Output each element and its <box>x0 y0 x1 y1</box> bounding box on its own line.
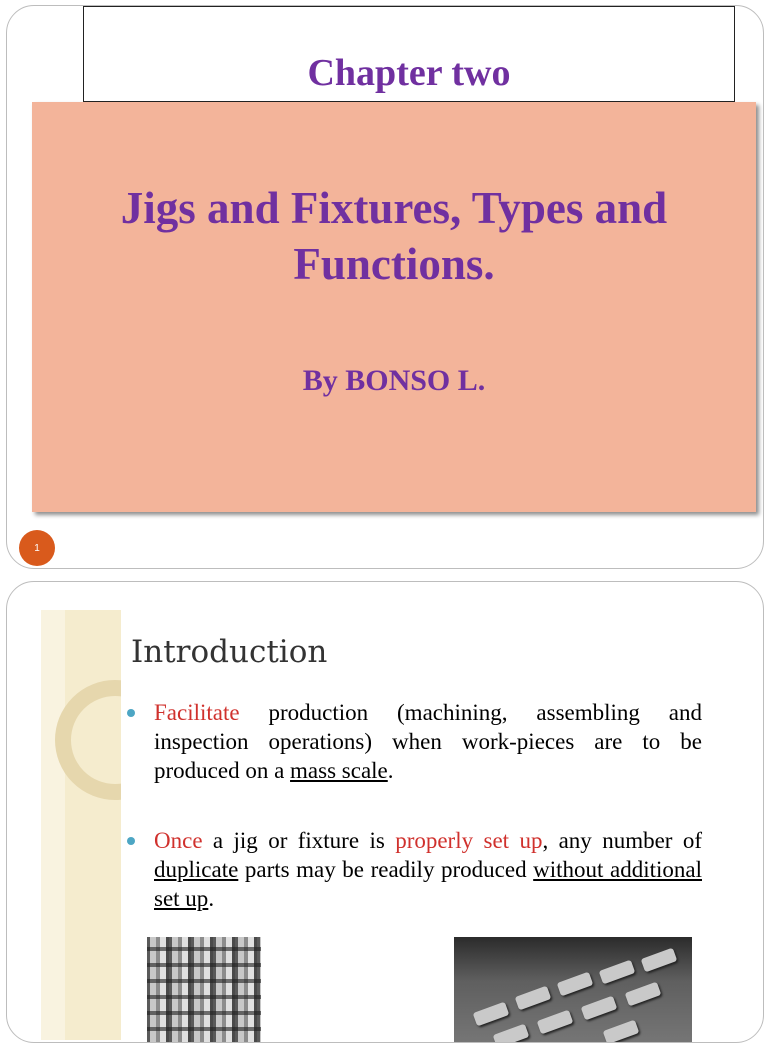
bullet-item <box>127 826 702 913</box>
bullet-item <box>127 698 702 785</box>
metal-part <box>603 1020 640 1043</box>
slide-2 <box>6 581 764 1043</box>
bullet-dot-icon <box>127 709 135 717</box>
metal-part <box>493 1024 530 1043</box>
page-number-badge: 1 <box>19 530 55 566</box>
chapter-title: Chapter two <box>307 52 511 94</box>
strip-highlight <box>41 610 65 1040</box>
highlight-text: properly set up <box>395 828 543 853</box>
body-text: . <box>208 886 215 911</box>
decorative-strip <box>41 610 121 1040</box>
photo-rows <box>147 937 261 1043</box>
main-title-line-1: Jigs and Fixtures, Types and <box>120 183 668 233</box>
underlined-text: duplicate <box>154 857 239 882</box>
author: By BONSO L. <box>302 364 486 397</box>
highlight-text: Once <box>154 828 203 853</box>
metal-part <box>641 948 678 973</box>
main-title-line-2: Functions. <box>293 239 495 289</box>
body-text: . <box>387 758 394 783</box>
metal-part <box>625 982 662 1007</box>
jig-parts-photo <box>147 937 261 1043</box>
metal-part <box>515 986 552 1011</box>
body-text: a jig or fixture is <box>202 828 396 853</box>
body-text: , any number of <box>542 828 703 853</box>
underlined-text: mass scale <box>290 758 388 783</box>
metal-part <box>581 996 618 1021</box>
highlight-text: Facilitate <box>154 700 240 725</box>
main-title <box>32 180 756 292</box>
metal-part <box>473 1002 510 1027</box>
bullet-text <box>154 826 702 913</box>
metal-part <box>599 960 636 985</box>
slide-1 <box>6 5 764 569</box>
bullet-dot-icon <box>127 837 135 845</box>
underlined-text: without additional set up <box>154 857 702 911</box>
title-panel <box>32 102 756 512</box>
fixture-parts-photo <box>454 937 692 1043</box>
slide-title: Introduction <box>131 634 328 670</box>
body-text: parts may be readily produced <box>238 857 534 882</box>
body-text: production (machining, assembling and inspection operations) when work-pieces are to be produced on a <box>154 700 702 783</box>
metal-part <box>557 972 594 997</box>
bullet-text <box>154 698 702 785</box>
metal-part <box>537 1010 574 1035</box>
chapter-title-box <box>83 6 735 102</box>
